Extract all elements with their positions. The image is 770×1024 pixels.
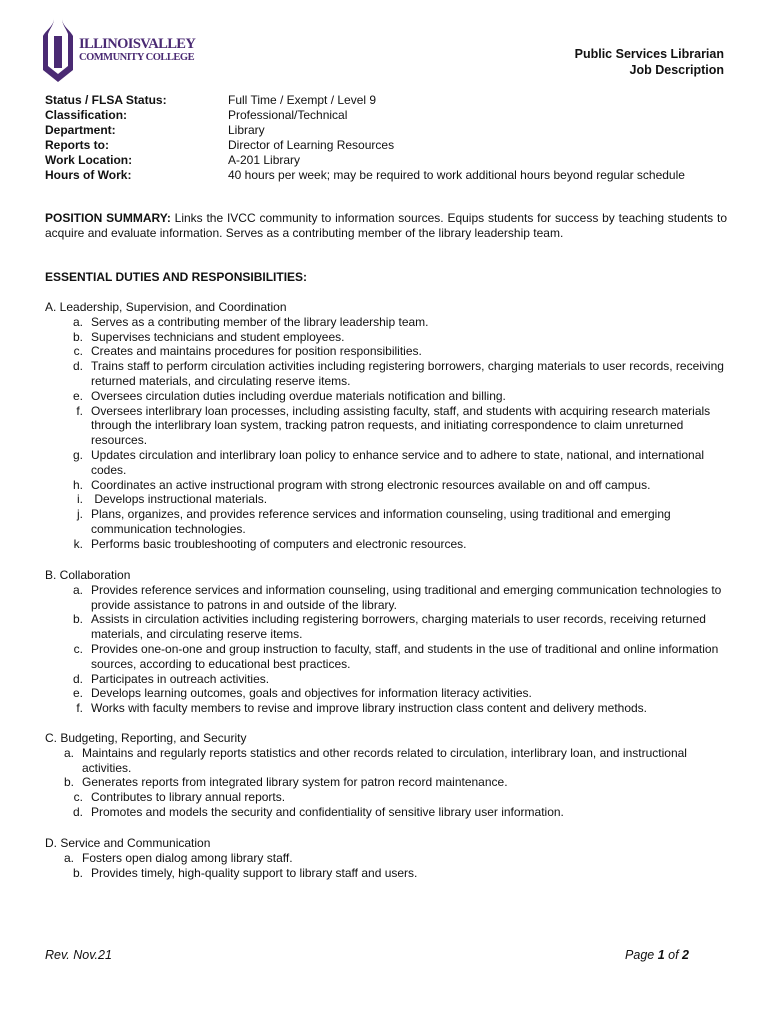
list-item	[45, 344, 725, 359]
section-heading: A. Leadership, Supervision, and Coordination	[45, 300, 287, 314]
section-budgeting	[45, 731, 725, 820]
list-item	[45, 448, 725, 478]
job-title-line-1: Public Services Librarian	[574, 47, 724, 61]
item-text: Performs basic troubleshooting of computers and electronic resources.	[91, 536, 467, 551]
list-item	[45, 866, 725, 881]
revision-note: Rev. Nov.21	[45, 948, 112, 962]
item-marker: a.	[72, 582, 83, 597]
item-marker: e.	[72, 388, 83, 403]
item-text: Provides reference services and information counseling, using traditional and emerging communication technologies to provide assistance to patrons in and outside of the library.	[91, 582, 722, 612]
page-current: 1	[657, 948, 665, 962]
item-text: Works with faculty members to revise and improve library instruction class content and delivery methods.	[91, 701, 648, 716]
info-label: Hours of Work:	[45, 168, 132, 182]
page-total: 2	[682, 948, 689, 962]
list-item	[45, 492, 725, 507]
item-marker: c.	[73, 790, 83, 805]
item-marker: f.	[76, 403, 83, 418]
info-row	[45, 153, 685, 168]
list-item	[45, 359, 725, 389]
info-value: Library	[228, 123, 265, 137]
list-item	[45, 583, 725, 613]
section-heading: D. Service and Communication	[45, 836, 211, 850]
section-heading: B. Collaboration	[45, 568, 131, 582]
list-item	[45, 537, 725, 552]
logo-wordmark	[79, 38, 195, 64]
job-title	[575, 46, 724, 78]
item-text: Develops learning outcomes, goals and objectives for information literacy activities.	[91, 686, 532, 701]
item-marker: b.	[72, 865, 83, 880]
item-marker: d.	[72, 359, 83, 374]
position-info	[45, 93, 685, 183]
section-heading: C. Budgeting, Reporting, and Security	[45, 731, 247, 745]
list-item	[45, 642, 725, 672]
list-item	[45, 701, 725, 716]
item-marker: f.	[76, 701, 83, 716]
page-mid: of	[664, 948, 683, 962]
item-text: Participates in outreach activities.	[91, 671, 270, 686]
info-value: Director of Learning Resources	[228, 138, 395, 152]
item-text: Maintains and regularly reports statistics and other records related to circulation, interlibrary loan, and instructional activities.	[82, 745, 687, 775]
list-item	[45, 790, 725, 805]
info-label: Work Location:	[45, 153, 133, 167]
list-item	[45, 389, 725, 404]
item-marker: a.	[63, 850, 74, 865]
item-text: Fosters open dialog among library staff.	[82, 850, 293, 865]
list-item	[45, 746, 725, 776]
item-marker: h.	[72, 477, 83, 492]
list-item	[45, 672, 725, 687]
info-value: 40 hours per week; may be required to work additional hours beyond regular schedule	[228, 168, 685, 182]
item-marker: a.	[63, 745, 74, 760]
info-value: A-201 Library	[228, 153, 301, 167]
logo-line-2: COMMUNITY COLLEGE	[79, 52, 195, 63]
info-value: Full Time / Exempt / Level 9	[228, 93, 377, 107]
item-text: Provides one-on-one and group instruction to faculty, staff, and students in the use of traditional and online information sources, according to educational best practices.	[91, 641, 719, 671]
item-text: Oversees circulation duties including overdue materials notification and billing.	[91, 388, 506, 403]
list-item	[45, 478, 725, 493]
list-item	[45, 404, 725, 448]
item-marker: g.	[72, 447, 83, 462]
item-text: Promotes and models the security and confidentiality of sensitive library user information.	[91, 804, 564, 819]
info-label: Classification:	[45, 108, 128, 122]
list-item	[45, 805, 725, 820]
item-text: Develops instructional materials.	[91, 492, 268, 507]
section-leadership	[45, 300, 725, 552]
info-row	[45, 93, 685, 108]
essential-duties-heading: ESSENTIAL DUTIES AND RESPONSIBILITIES:	[45, 270, 308, 284]
info-label: Status / FLSA Status:	[45, 93, 167, 107]
item-marker: b.	[72, 329, 83, 344]
item-marker: d.	[72, 804, 83, 819]
item-marker: c.	[73, 344, 83, 359]
item-text: Coordinates an active instructional program with strong electronic resources available on and off campus.	[91, 477, 651, 492]
item-text: Plans, organizes, and provides reference services and information counseling, using traditional and emerging communication technologies.	[91, 507, 671, 536]
item-marker: a.	[72, 314, 83, 329]
info-label: Department:	[45, 123, 116, 137]
section-collaboration	[45, 568, 725, 716]
section-service	[45, 836, 725, 880]
info-value: Professional/Technical	[228, 108, 348, 122]
summary-label: POSITION SUMMARY:	[45, 211, 171, 225]
job-title-line-2: Job Description	[629, 63, 724, 77]
page-number	[625, 948, 689, 962]
info-row	[45, 123, 685, 138]
item-text: Updates circulation and interlibrary loan policy to enhance service and to adhere to state, national, and international codes.	[91, 447, 705, 477]
list-item	[45, 686, 725, 701]
item-text: Supervises technicians and student employees.	[91, 329, 345, 344]
item-text: Trains staff to perform circulation activities including registering borrowers, charging materials to user records, receiving returned materials, and circulating reserve items.	[91, 359, 724, 388]
list-item	[45, 612, 725, 642]
info-row	[45, 108, 685, 123]
college-logo	[40, 16, 196, 86]
logo-line-1: ILLINOISVALLEY	[79, 36, 196, 52]
list-item	[45, 330, 725, 345]
info-row	[45, 168, 685, 183]
item-text: Provides timely, high-quality support to library staff and users.	[91, 865, 418, 880]
info-row	[45, 138, 685, 153]
item-marker: c.	[73, 641, 83, 656]
ivcc-emblem-icon	[40, 16, 76, 84]
item-text: Serves as a contributing member of the library leadership team.	[91, 314, 429, 329]
item-text: Contributes to library annual reports.	[91, 790, 286, 805]
list-item	[45, 507, 725, 537]
item-text: Oversees interlibrary loan processes, including assisting faculty, staff, and students with acquiring research materials through the interlibrary loan system, tracking patron requests, and initiating correspondence to claim unreturned resources.	[91, 403, 711, 448]
item-marker: e.	[72, 686, 83, 701]
item-text: Creates and maintains procedures for position responsibilities.	[91, 344, 422, 359]
item-marker: b.	[72, 612, 83, 627]
list-item	[45, 851, 725, 866]
item-marker: b.	[63, 775, 74, 790]
position-summary	[45, 211, 727, 241]
list-item	[45, 775, 725, 790]
info-label: Reports to:	[45, 138, 109, 152]
summary-text: Links the IVCC community to information sources. Equips students for success by teaching students to acquire and evaluate information. Serves as a contributing member of the library leadership team.	[45, 211, 727, 240]
item-text: Generates reports from integrated library system for patron record maintenance.	[82, 775, 508, 790]
item-marker: k.	[73, 536, 83, 551]
list-item	[45, 315, 725, 330]
item-marker: i.	[77, 492, 83, 507]
item-text: Assists in circulation activities including registering borrowers, charging materials to user records, receiving returned materials, and circulating reserve items.	[91, 612, 706, 642]
item-marker: d.	[72, 671, 83, 686]
item-marker: j.	[77, 507, 83, 522]
page-prefix: Page	[625, 948, 658, 962]
